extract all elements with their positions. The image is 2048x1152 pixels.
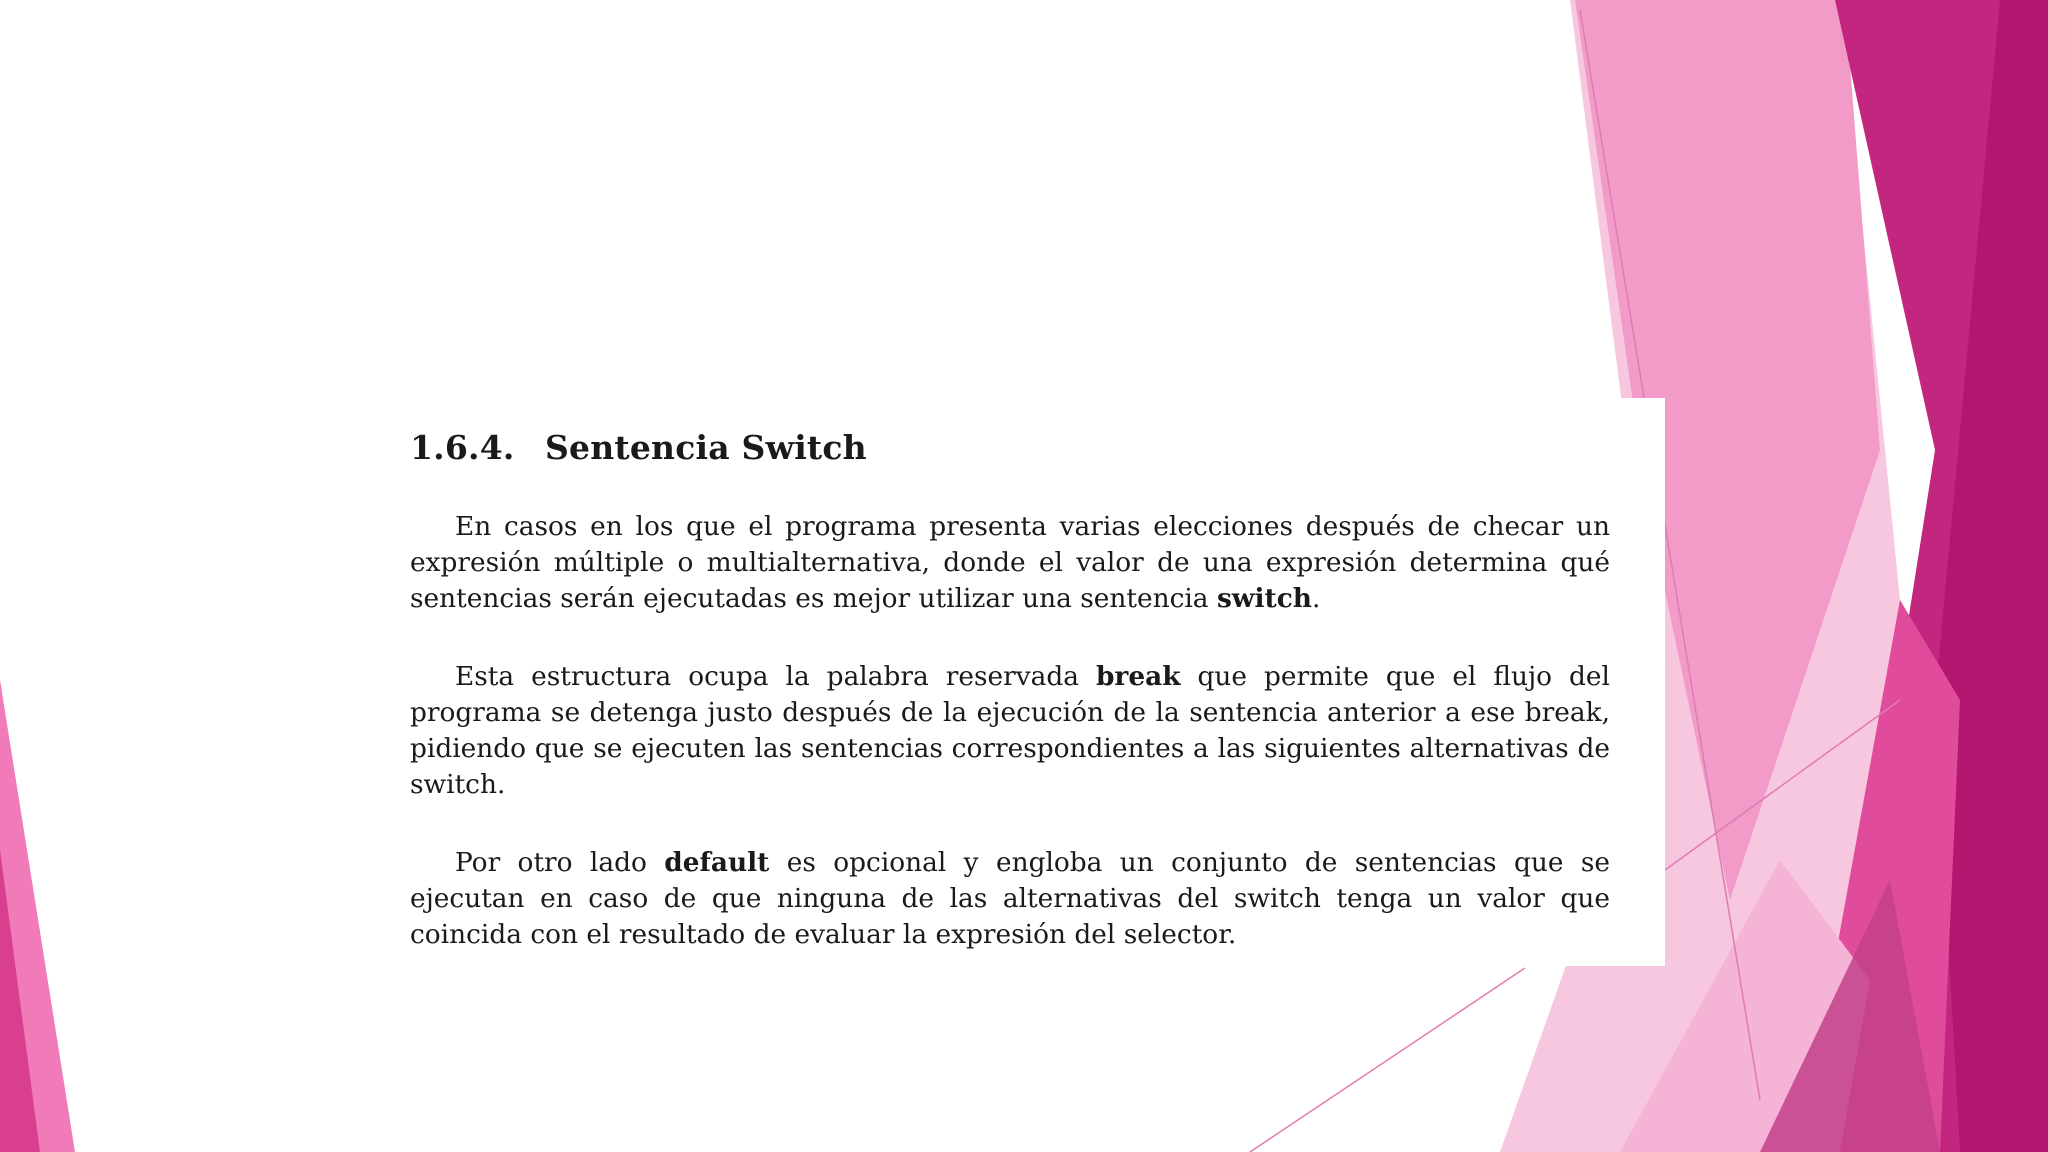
paragraph-text: Esta estructura ocupa la palabra reservada [455, 661, 1096, 692]
paragraph-default [410, 845, 1610, 953]
paragraph-break [410, 659, 1610, 803]
paragraph-text: En casos en los que el programa presenta varias elecciones después de checar un expresión múltiple o multialternativa, donde el valor de una expresión determina qué sentencias serán ejecutadas es mejor utilizar una sentencia [410, 511, 1610, 614]
paragraph-text: es opcional y engloba un conjunto de sentencias que se ejecutan en caso de que ninguna de las alternativas del switch tenga un valor que coincida con el resultado de evaluar la expresión del selector. [410, 847, 1611, 950]
document-body [410, 428, 1610, 995]
paragraph-text: . [1312, 583, 1321, 614]
section-title: Sentencia Switch [545, 428, 867, 467]
paragraph-text: que permite que el flujo del programa se detenga justo después de la ejecución de la sentencia anterior a ese break, pidiendo que se ejecuten las sentencias correspondientes a las siguientes alternativas de switch. [410, 661, 1610, 800]
section-number: 1.6.4. [410, 428, 515, 467]
decor-line-2 [1250, 968, 1525, 1152]
paragraph-switch [410, 509, 1610, 617]
paragraph-text: Por otro lado [455, 847, 665, 878]
section-heading [410, 428, 1610, 467]
keyword-default: default [664, 847, 770, 878]
keyword-switch: switch [1216, 583, 1312, 614]
keyword-break: break [1095, 661, 1181, 692]
